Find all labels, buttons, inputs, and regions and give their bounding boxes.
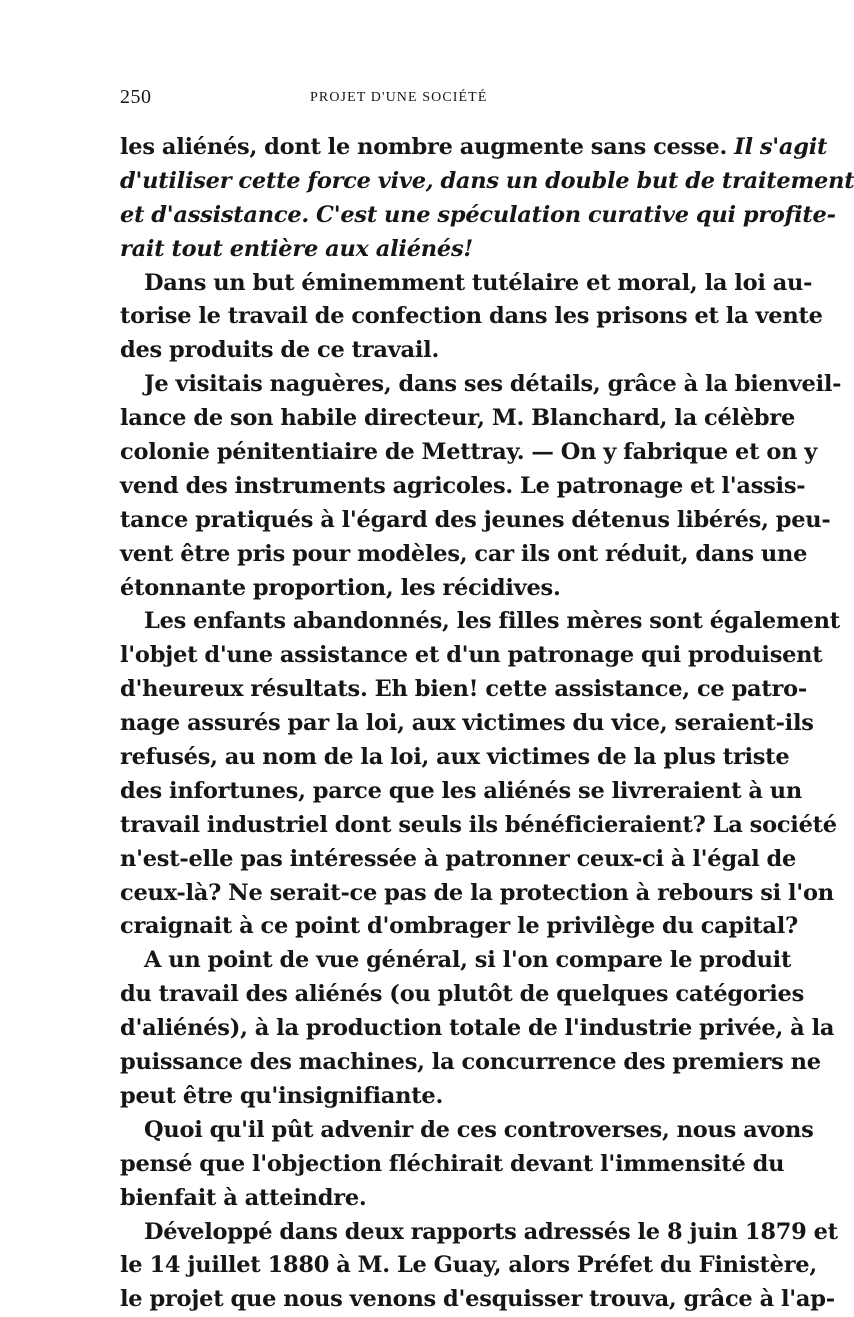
text-line: l'objet d'une assistance et d'un patronage qui produisent: [120, 642, 823, 669]
text-line: Dans un but éminemment tutélaire et moral, la loi au-: [144, 269, 813, 296]
text-line: ceux-là? Ne serait-ce pas de la protection à rebours si l'on: [120, 879, 834, 906]
text-line: vent être pris pour modèles, car ils ont réduit, dans une: [120, 540, 808, 567]
text-line: tance pratiqués à l'égard des jeunes détenus libérés, peu-: [120, 506, 831, 533]
text-line: du travail des aliénés (ou plutôt de quelques catégories: [120, 981, 805, 1008]
text-line: Quoi qu'il pût advenir de ces controverses, nous avons: [144, 1116, 814, 1143]
text-line: refusés, au nom de la loi, aux victimes de la plus triste: [120, 744, 790, 771]
running-title: PROJET D'UNE SOCIÉTÉ: [310, 90, 488, 105]
text-line: bienfait à atteindre.: [120, 1184, 367, 1211]
text-line: n'est-elle pas intéressée à patronner ceux-ci à l'égal de: [120, 845, 797, 872]
text-line: colonie pénitentiaire de Mettray. — On y fabrique et on y: [120, 439, 818, 466]
text-line: peut être qu'insignifiante.: [120, 1082, 444, 1109]
text-line: des produits de ce travail.: [120, 337, 440, 364]
text-line: des infortunes, parce que les aliénés se livreraient à un: [120, 777, 802, 804]
text-line: vend des instruments agricoles. Le patronage et l'assis-: [120, 472, 806, 499]
text-line: rait tout entière aux aliénés!: [120, 235, 474, 262]
text-line: pensé que l'objection fléchirait devant l'immensité du: [120, 1150, 785, 1177]
text-line: craignait à ce point d'ombrager le privilège du capital?: [120, 913, 798, 940]
text-line: travail industriel dont seuls ils bénéficieraient? La société: [120, 811, 837, 838]
text-line: nage assurés par la loi, aux victimes du vice, seraient-ils: [120, 710, 814, 737]
text-line: et d'assistance. C'est une spéculation curative qui profite-: [120, 201, 836, 228]
text-line: étonnante proportion, les récidives.: [120, 574, 561, 601]
text-line: torise le travail de confection dans les prisons et la vente: [120, 303, 823, 330]
text-line: Développé dans deux rapports adressés le 8 juin 1879 et: [144, 1218, 838, 1245]
text-line: le projet que nous venons d'esquisser trouva, grâce à l'ap-: [120, 1286, 835, 1313]
text-line: les aliénés, dont le nombre augmente sans cesse. Il s'agit: [120, 134, 828, 160]
text-line: A un point de vue général, si l'on compare le produit: [144, 947, 792, 974]
text-line: Les enfants abandonnés, les filles mères sont également: [144, 608, 840, 635]
page-header: [120, 86, 675, 110]
text-line: puissance des machines, la concurrence des premiers ne: [120, 1049, 821, 1076]
text-line: d'aliénés), à la production totale de l'industrie privée, à la: [120, 1015, 835, 1042]
text-line: le 14 juillet 1880 à M. Le Guay, alors Préfet du Finistère,: [120, 1252, 817, 1279]
body-text: [120, 131, 854, 1317]
text-line: Je visitais naguères, dans ses détails, grâce à la bienveil-: [144, 371, 842, 398]
text-line: lance de son habile directeur, M. Blanchard, la célèbre: [120, 405, 796, 432]
text-line: d'utiliser cette force vive, dans un double but de traitement: [120, 167, 854, 194]
text-line: d'heureux résultats. Eh bien! cette assistance, ce patro-: [120, 676, 807, 703]
page-number: 250: [120, 86, 152, 108]
